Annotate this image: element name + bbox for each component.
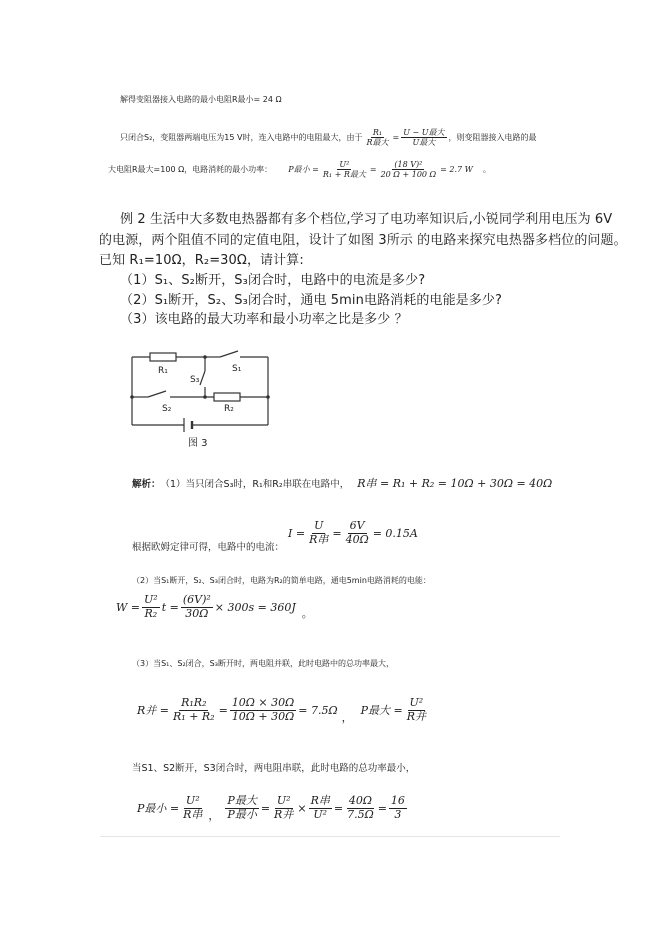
solution-p1b-text: 根据欧姆定律可得，电路中的电流： — [132, 542, 285, 553]
formula-current-result: = 0.15A — [372, 526, 418, 540]
label-r1: R₁ — [158, 366, 168, 376]
comma: ， — [341, 711, 353, 724]
fraction-6v-40 — [344, 520, 371, 546]
frac-den: P最小 — [227, 807, 257, 821]
frac-num: U² — [339, 160, 350, 169]
fraction-r1r2 — [171, 697, 217, 723]
resistor-r1 — [150, 353, 176, 361]
frac-den: 30Ω — [185, 606, 209, 620]
question-2: （2）S₁断开，S₂、S₃闭合时，通电 5min电路消耗的电能是多少? — [120, 293, 502, 308]
solution-label: 解析： — [132, 479, 161, 490]
frac-num: U — [314, 518, 324, 532]
frac-den: R并 — [406, 709, 427, 723]
solution-p4-text: 当S1、S2断开，S3闭合时，两电阻串联，此时电路的总功率最小， — [132, 763, 416, 774]
fraction-18v — [379, 160, 439, 179]
formula-current-lhs: I = — [288, 526, 306, 540]
text-line2-suffix: ，则变阻器接入电路的最 — [448, 133, 537, 143]
period: 。 — [482, 165, 491, 175]
comma: ， — [208, 809, 220, 822]
frac-num: U² — [409, 695, 424, 709]
frac-num: U² — [144, 592, 158, 606]
fraction-voltage — [401, 128, 446, 147]
formula-pmax-lhs: P最大 = — [360, 704, 403, 717]
formula-energy-result: × 300s = 360J — [214, 600, 296, 614]
frac-den: R并 — [274, 807, 294, 821]
frac-num: P最大 — [227, 793, 257, 807]
fraction-pmax-pmin — [225, 795, 258, 821]
text-max-resistance-line — [120, 128, 537, 147]
frac-num: 40Ω — [348, 793, 372, 807]
solution-p1-text: （1）当只闭合S₃时，R₁和R₂串联在电路中， — [160, 479, 350, 490]
fraction-u2-r2 — [142, 594, 160, 620]
frac-num: U − U最大 — [403, 128, 445, 137]
frac-den: R串 — [183, 807, 203, 821]
formula-parallel-result: = 7.5Ω — [298, 703, 338, 717]
times-sign: × — [297, 801, 307, 815]
formula-parallel-lhs: R并 = — [137, 704, 169, 717]
fraction-values — [230, 697, 296, 723]
formula-parallel: R并 = $\frac{\text{R₁R₂}}{\text{R₁ + R₂}}$ = $\frac{10\Omega \times 30\Omega}{10\Omega + 30\Omega}$ = 7.5Ω ， P最大 = $\frac{\text{U²}}{\text{R并}}$ — [137, 695, 427, 724]
label-s2: S₂ — [162, 404, 172, 414]
question-1: （1）S₁、S₂断开，S₃闭合时，电路中的电流是多少? — [120, 273, 426, 288]
frac-den: 7.5Ω — [347, 807, 374, 821]
text-line2-prefix: 只闭合S₂，变阻器两端电压为15 V时，连入电路中的电阻最大，由于 — [120, 133, 363, 143]
text-min-power-line: 大电阻R最大=100 Ω，电路消耗的最小功率： P最小 = $\frac{\text{U²}}{\text{R₁ + R最大}}$ = $\frac{\text{(18 V)²}}{20 \Omega + 100 \Omega}$ = 2.7 W 。 — [108, 160, 491, 180]
example-line1: 例 2 生活中大多数电热器都有多个档位,学习了电功率知识后,小锐同学利用电压为 6V — [120, 212, 613, 227]
formula-result: = 2.7 W — [440, 165, 473, 175]
figure-caption: 图 3 — [188, 438, 208, 449]
formula-energy — [116, 593, 313, 621]
frac-den: R₁ + R₂ — [173, 709, 215, 723]
frac-num: 10Ω × 30Ω — [231, 695, 295, 709]
formula-t: t = — [161, 600, 179, 614]
formula-energy-lhs: W = — [116, 600, 141, 614]
text-min-resistance: 解得变阻器接入电路的最小电阻R最小= 24 Ω — [120, 95, 282, 104]
formula-pmin-lhs: P最小 = — [288, 165, 319, 175]
fraction-u-r — [307, 520, 330, 546]
solution-part1b: 根据欧姆定律可得，电路中的电流： I = $\frac{U}{\text{R串}}$ = $\frac{6V}{40\Omega}$ = 0.15A — [132, 518, 418, 553]
frac-den: 10Ω + 30Ω — [231, 709, 295, 723]
frac-num: R₁ — [372, 128, 383, 137]
solution-p3-text: （3）当S₁、S₂闭合，S₃断开时，两电阻并联，此时电路中的总功率最大， — [132, 659, 394, 668]
label-r2: R₂ — [224, 404, 234, 414]
frac-den: U最大 — [412, 138, 436, 148]
label-s1: S₁ — [232, 364, 242, 374]
frac-den: R最大 — [366, 138, 389, 148]
frac-num: (6V)² — [182, 592, 211, 606]
fraction-r1-rmax — [364, 128, 390, 147]
frac-den: 3 — [394, 807, 402, 821]
fraction-16-3 — [389, 795, 407, 821]
fraction-40-75 — [345, 795, 376, 821]
frac-den: U² — [313, 807, 328, 821]
frac-num: R₁R₂ — [181, 695, 207, 709]
frac-num: U² — [276, 793, 291, 807]
formula-series-resistance: R串 = R₁ + R₂ = 10Ω + 30Ω = 40Ω — [357, 477, 553, 490]
solution-p2-text: （2）当S₁断开，S₂、S₃闭合时，电路为R₂的简单电路，通电5min电路消耗的电能： — [132, 576, 431, 585]
frac-den: R₁ + R最大 — [322, 170, 366, 180]
frac-num: 16 — [390, 793, 405, 807]
fraction-u2-rpar-2 — [272, 795, 295, 821]
fraction-rser-u2 — [309, 795, 332, 821]
frac-num: (18 V)² — [394, 160, 423, 169]
equals-sign: = — [392, 133, 400, 143]
frac-den: 40Ω — [345, 532, 369, 546]
circuit-diagram — [120, 345, 280, 455]
formula-ratio: P最小 = $\frac{\text{U²}}{\text{R串}}$ ， $\frac{\text{P最大}}{\text{P最小}}$ = $\frac{\text{U²}}{\text{R并}}$ × $\frac{\text{R串}}{\text{U²}}$ = $\frac{40\Omega}{7.5\Omega}$ = $\frac{16}{3}$ — [137, 793, 405, 822]
fraction-u2 — [321, 160, 368, 179]
fraction-u2-rser — [181, 795, 204, 821]
resistor-r2 — [214, 393, 240, 401]
fraction-u2-rpar — [405, 697, 428, 723]
formula-pmin-lhs: P最小 = — [137, 802, 180, 815]
frac-num: U² — [185, 793, 200, 807]
question-3: （3）该电路的最大功率和最小功率之比是多少 ？ — [120, 312, 408, 327]
frac-num: R串 — [310, 793, 330, 807]
frac-den: 20 Ω + 100 Ω — [380, 170, 437, 180]
example-line2: 的电源，两个阻值不同的定值电阻，设计了如图 3所示 的电路来探究电热器多档位的问题。 — [99, 233, 627, 248]
frac-num: 6V — [349, 518, 365, 532]
bottom-divider — [100, 836, 560, 837]
fraction-6v2-30 — [181, 594, 213, 620]
example-line3: 已知 R₁=10Ω，R₂=30Ω，请计算: — [99, 253, 304, 268]
solution-part1 — [132, 475, 552, 491]
text-line3-prefix: 大电阻R最大=100 Ω，电路消耗的最小功率： — [108, 165, 273, 175]
label-s3: S₃ — [190, 375, 200, 385]
period: 。 — [301, 607, 313, 620]
frac-den: R串 — [309, 532, 329, 546]
frac-den: R₂ — [144, 606, 158, 620]
